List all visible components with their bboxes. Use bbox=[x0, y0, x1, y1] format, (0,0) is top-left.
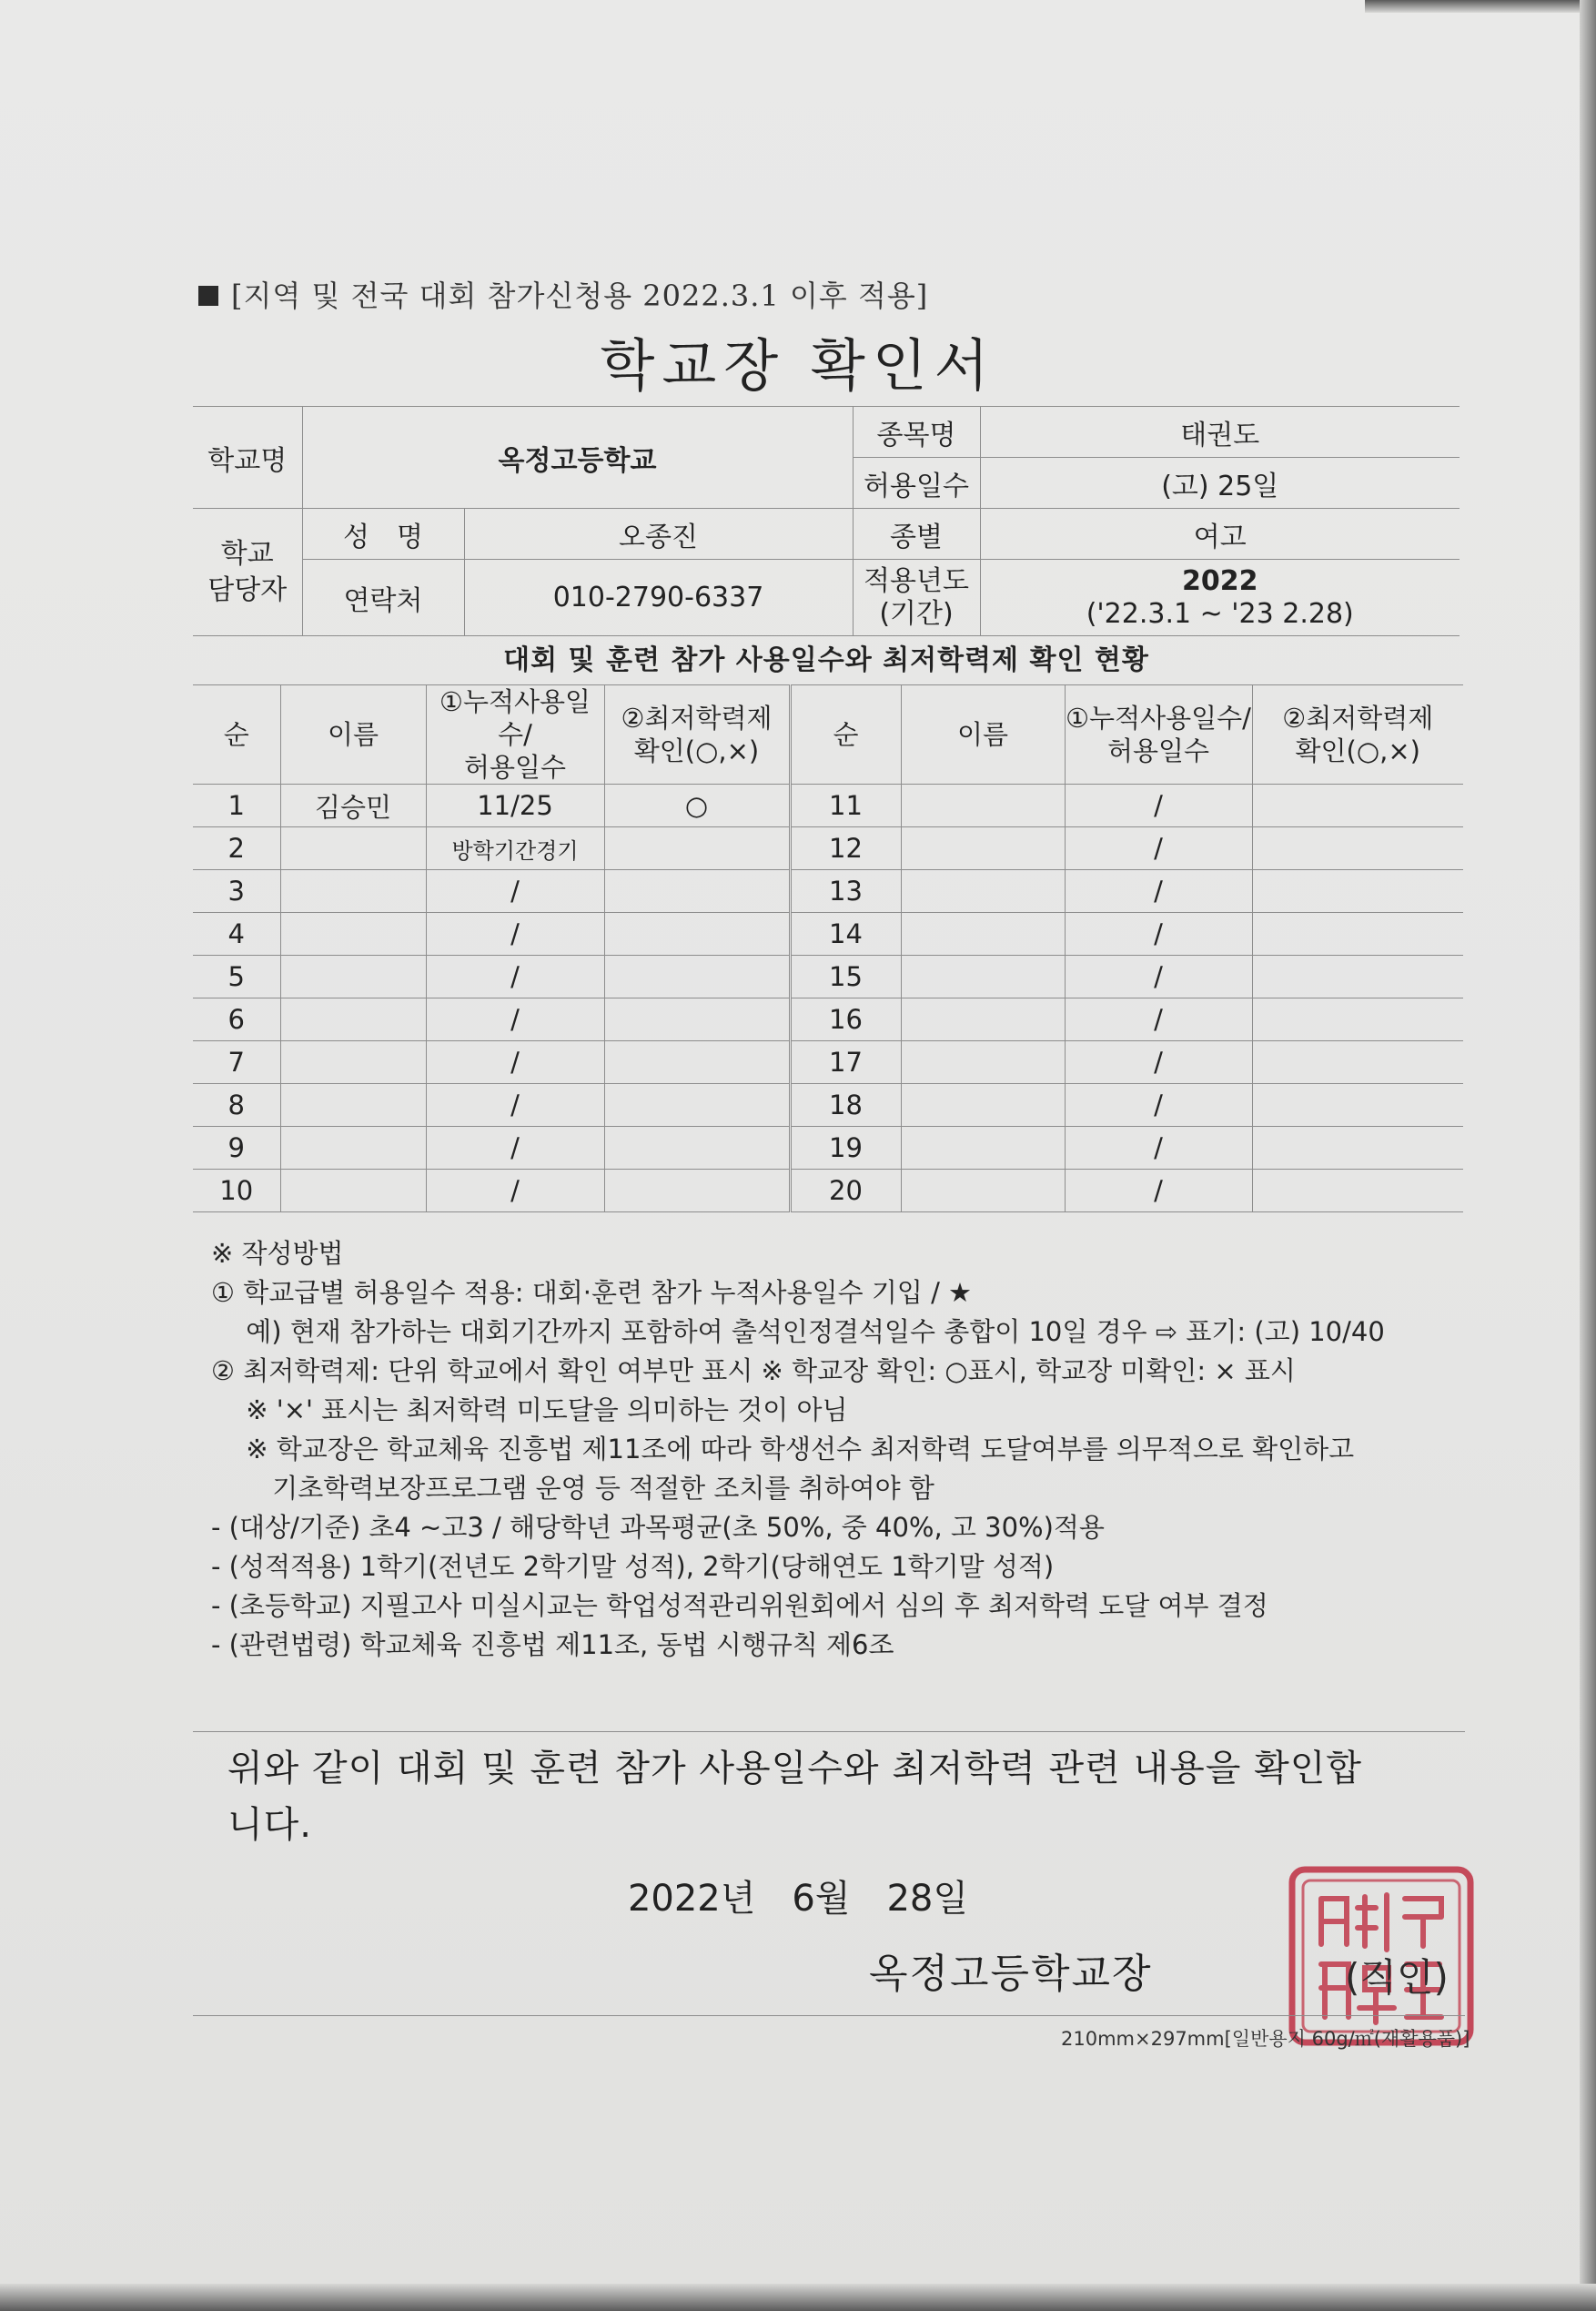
contact-label: 연락처 bbox=[302, 560, 464, 636]
period-value: ('22.3.1 ~ '23 2.28) bbox=[1086, 597, 1354, 630]
used-days: / bbox=[426, 870, 604, 913]
manager-label-line: 학교 bbox=[220, 537, 274, 570]
row-number: 5 bbox=[193, 956, 280, 998]
allowed-days-label: 허용일수 bbox=[853, 458, 980, 509]
col-days-header-line: 허용일수 bbox=[463, 752, 567, 783]
instruction-line: ※ 학교장은 학교체육 진흥법 제11조에 따라 학생선수 최저학력 도달여부를 의무적으로 확인하고 bbox=[211, 1434, 1355, 1465]
table-row bbox=[193, 1084, 1463, 1127]
used-days: / bbox=[1065, 785, 1252, 827]
page-edge-shadow bbox=[0, 2284, 1596, 2311]
used-days: / bbox=[1065, 1041, 1252, 1084]
student-name bbox=[901, 1127, 1065, 1170]
row-number: 10 bbox=[193, 1170, 280, 1212]
academic-check bbox=[1252, 913, 1463, 956]
used-days: / bbox=[1065, 870, 1252, 913]
row-number: 11 bbox=[790, 785, 901, 827]
year-label-line: 적용년도 bbox=[864, 564, 969, 597]
table-row bbox=[193, 1127, 1463, 1170]
student-name bbox=[901, 998, 1065, 1041]
student-name bbox=[901, 1041, 1065, 1084]
student-name: 김승민 bbox=[280, 785, 426, 827]
table-row bbox=[193, 1041, 1463, 1084]
used-days: / bbox=[426, 1084, 604, 1127]
divider bbox=[193, 1731, 1465, 1732]
instruction-line: - (성적적용) 1학기(전년도 2학기말 성적), 2학기(당해연도 1학기말 성적) bbox=[211, 1551, 1055, 1582]
col-check-header bbox=[604, 685, 790, 785]
row-number: 12 bbox=[790, 827, 901, 870]
instruction-line: ② 최저학력제: 단위 학교에서 확인 여부만 표시 ※ 학교장 확인: ○표시, 학교장 미확인: × 표시 bbox=[211, 1355, 1296, 1386]
used-days: 방학기간경기 bbox=[426, 827, 604, 870]
name-label: 성 명 bbox=[302, 509, 464, 560]
used-days: / bbox=[426, 1170, 604, 1212]
student-name bbox=[901, 913, 1065, 956]
academic-check bbox=[1252, 785, 1463, 827]
academic-check bbox=[1252, 956, 1463, 998]
col-name-header: 이름 bbox=[280, 685, 426, 785]
confirmation-line: 위와 같이 대회 및 훈련 참가 사용일수와 최저학력 관련 내용을 확인합 bbox=[227, 1748, 1363, 1789]
academic-check bbox=[1252, 1041, 1463, 1084]
col-check-header-line: 확인(○,×) bbox=[633, 735, 760, 766]
table-row bbox=[193, 827, 1463, 870]
school-label: 학교명 bbox=[193, 407, 302, 509]
manager-label bbox=[193, 509, 302, 636]
student-name bbox=[901, 1170, 1065, 1212]
academic-check bbox=[1252, 827, 1463, 870]
year-label-line: (기간) bbox=[879, 597, 954, 630]
row-number: 18 bbox=[790, 1084, 901, 1127]
table-header-row bbox=[193, 685, 1463, 785]
instruction-line: ① 학교급별 허용일수 적용: 대회·훈련 참가 누적사용일수 기입 / ★ bbox=[211, 1277, 973, 1308]
status-section-title: 대회 및 훈련 참가 사용일수와 최저학력제 확인 현황 bbox=[503, 644, 1149, 676]
row-number: 7 bbox=[193, 1041, 280, 1084]
year-value: 2022 bbox=[1182, 564, 1258, 597]
writing-instructions bbox=[211, 1234, 1385, 1665]
instruction-line: - (대상/기준) 초4 ~고3 / 해당학년 과목평균(초 50%, 중 40%, 고 30%)적용 bbox=[211, 1512, 1105, 1543]
info-table bbox=[193, 406, 1460, 636]
student-name bbox=[901, 1084, 1065, 1127]
table-row bbox=[193, 913, 1463, 956]
issue-date: 2022년 6월 28일 bbox=[627, 1878, 969, 1920]
used-days: / bbox=[1065, 1084, 1252, 1127]
sport-value: 태권도 bbox=[980, 407, 1460, 458]
name-value: 오종진 bbox=[464, 509, 853, 560]
academic-check bbox=[1252, 1084, 1463, 1127]
used-days: / bbox=[1065, 1127, 1252, 1170]
academic-check: ○ bbox=[604, 785, 790, 827]
row-number: 3 bbox=[193, 870, 280, 913]
academic-check bbox=[604, 1041, 790, 1084]
used-days: / bbox=[426, 1041, 604, 1084]
col-check-header-line: ②최저학력제 bbox=[1282, 703, 1434, 734]
allowed-days-value: (고) 25일 bbox=[980, 458, 1460, 509]
row-number: 9 bbox=[193, 1127, 280, 1170]
used-days: / bbox=[1065, 998, 1252, 1041]
row-number: 16 bbox=[790, 998, 901, 1041]
confirmation-statement bbox=[227, 1740, 1438, 1853]
student-name bbox=[280, 913, 426, 956]
instruction-line: ※ 작성방법 bbox=[211, 1238, 344, 1269]
category-label: 종별 bbox=[853, 509, 980, 560]
used-days: / bbox=[426, 1127, 604, 1170]
year-value-cell bbox=[980, 560, 1460, 636]
used-days: / bbox=[426, 998, 604, 1041]
square-bullet-icon bbox=[198, 286, 218, 306]
school-value: 옥정고등학교 bbox=[302, 407, 853, 509]
used-days: / bbox=[1065, 1170, 1252, 1212]
student-name bbox=[280, 827, 426, 870]
student-name bbox=[280, 1084, 426, 1127]
col-check-header-line: 확인(○,×) bbox=[1295, 735, 1420, 766]
col-check-header bbox=[1252, 685, 1463, 785]
confirmation-line: 니다. bbox=[227, 1804, 312, 1846]
sport-label: 종목명 bbox=[853, 407, 980, 458]
row-number: 6 bbox=[193, 998, 280, 1041]
used-days: / bbox=[426, 956, 604, 998]
signer-name: 옥정고등학교장 bbox=[869, 1951, 1153, 1997]
year-label bbox=[853, 560, 980, 636]
row-number: 20 bbox=[790, 1170, 901, 1212]
col-name-header: 이름 bbox=[901, 685, 1065, 785]
student-name bbox=[901, 956, 1065, 998]
row-number: 2 bbox=[193, 827, 280, 870]
table-row bbox=[193, 998, 1463, 1041]
student-name bbox=[280, 956, 426, 998]
seal-mark: (직인) bbox=[1345, 1955, 1449, 2000]
header-note-text: [지역 및 전국 대회 참가신청용 2022.3.1 이후 적용] bbox=[231, 279, 929, 313]
col-days-header bbox=[1065, 685, 1252, 785]
academic-check bbox=[604, 1084, 790, 1127]
student-name bbox=[901, 785, 1065, 827]
table-row bbox=[193, 1170, 1463, 1212]
row-number: 14 bbox=[790, 913, 901, 956]
instruction-line: - (관련법령) 학교체육 진흥법 제11조, 동법 시행규칙 제6조 bbox=[211, 1629, 894, 1660]
student-name bbox=[901, 827, 1065, 870]
contact-value: 010-2790-6337 bbox=[464, 560, 853, 636]
academic-check bbox=[604, 913, 790, 956]
student-name bbox=[280, 1041, 426, 1084]
row-number: 19 bbox=[790, 1127, 901, 1170]
instruction-line: ※ '×' 표시는 최저학력 미도달을 의미하는 것이 아님 bbox=[211, 1394, 848, 1425]
student-name bbox=[280, 1127, 426, 1170]
academic-check bbox=[1252, 1170, 1463, 1212]
used-days: / bbox=[1065, 827, 1252, 870]
divider bbox=[193, 2015, 1465, 2016]
academic-check bbox=[604, 1127, 790, 1170]
col-days-header-line: ①누적사용일수/ bbox=[439, 686, 591, 750]
row-number: 13 bbox=[790, 870, 901, 913]
used-days: / bbox=[1065, 913, 1252, 956]
row-number: 4 bbox=[193, 913, 280, 956]
table-row bbox=[193, 956, 1463, 998]
table-row bbox=[193, 870, 1463, 913]
paper-spec-footer: 210mm×297mm[일반용지 60g/㎡(재활용품)] bbox=[1061, 2028, 1470, 2050]
academic-check bbox=[1252, 870, 1463, 913]
instruction-line: 기초학력보장프로그램 운영 등 적절한 조치를 취하여야 함 bbox=[211, 1473, 934, 1504]
row-number: 1 bbox=[193, 785, 280, 827]
instruction-line: 예) 현재 참가하는 대회기간까지 포함하여 출석인정결석일수 총합이 10일 경우 ⇨ 표기: (고) 10/40 bbox=[211, 1316, 1385, 1347]
student-name bbox=[280, 870, 426, 913]
manager-label-line: 담당자 bbox=[207, 573, 288, 606]
status-table bbox=[193, 684, 1463, 1212]
student-name bbox=[280, 1170, 426, 1212]
academic-check bbox=[1252, 1127, 1463, 1170]
used-days: / bbox=[426, 913, 604, 956]
student-name bbox=[901, 870, 1065, 913]
row-number: 15 bbox=[790, 956, 901, 998]
academic-check bbox=[604, 956, 790, 998]
row-number: 17 bbox=[790, 1041, 901, 1084]
col-no-header: 순 bbox=[193, 685, 280, 785]
header-note bbox=[198, 273, 928, 315]
academic-check bbox=[604, 1170, 790, 1212]
instruction-line: - (초등학교) 지필고사 미실시교는 학업성적관리위원회에서 심의 후 최저학력 도달 여부 결정 bbox=[211, 1590, 1268, 1621]
academic-check bbox=[604, 827, 790, 870]
academic-check bbox=[604, 870, 790, 913]
category-value: 여고 bbox=[980, 509, 1460, 560]
col-days-header-line: ①누적사용일수/ bbox=[1066, 703, 1251, 734]
col-check-header-line: ②최저학력제 bbox=[621, 703, 773, 734]
used-days: 11/25 bbox=[426, 785, 604, 827]
row-number: 8 bbox=[193, 1084, 280, 1127]
col-days-header-line: 허용일수 bbox=[1106, 735, 1210, 766]
used-days: / bbox=[1065, 956, 1252, 998]
document-title: 학교장 확인서 bbox=[600, 332, 996, 399]
col-days-header bbox=[426, 685, 604, 785]
academic-check bbox=[604, 998, 790, 1041]
col-no-header: 순 bbox=[790, 685, 901, 785]
academic-check bbox=[1252, 998, 1463, 1041]
student-name bbox=[280, 998, 426, 1041]
table-row bbox=[193, 785, 1463, 827]
page-edge-shadow bbox=[1365, 0, 1596, 13]
